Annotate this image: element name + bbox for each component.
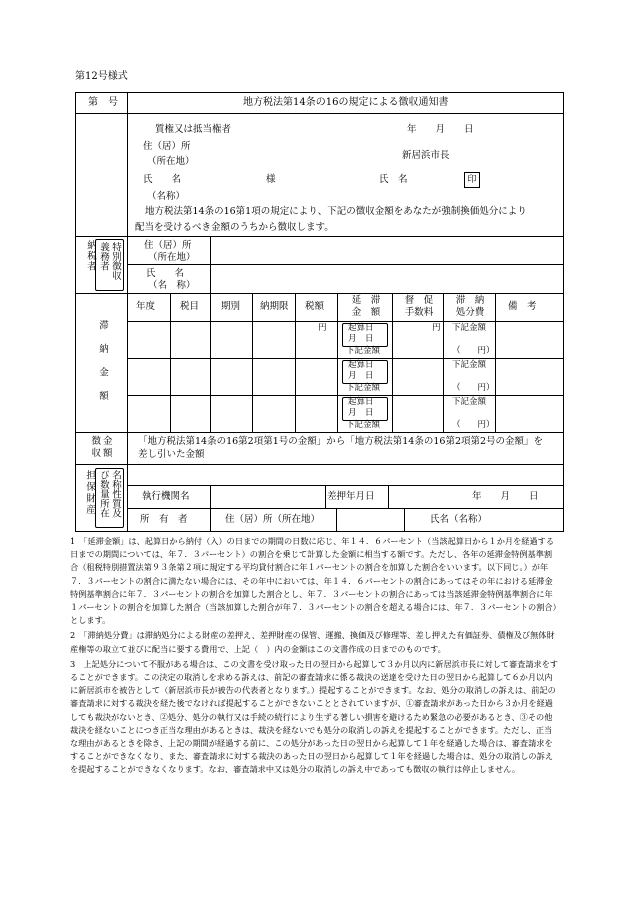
disposal-kaki-2: 下記金額 [452, 360, 487, 370]
kisan-day-2: 起算日 [348, 360, 374, 370]
demand-yen: 円 [432, 323, 441, 333]
disposal-kaki-3: 下記金額 [452, 397, 487, 407]
disposal-yen-2: （ 円） [452, 383, 495, 393]
recipient-address-label: 住（居）所 [143, 141, 191, 152]
note-1: 1 「延滞金額」は、起算日から納付（入）の日までの期間の日数に応じ、年１４．６パーセント（当該起算日から１か月を経過する日までの期間については、年７．３パーセント）の割合を乗じて計算した金額に相当する額です。ただし、各年の延滞金特例基準割合（租税特別措置法第９３条第２項に規定する平均貸付割合に年１パーセントの割合を加算した割合をいいます。以下同じ。）が年７．３パーセントの割合に満たない場合には、その年中においては、年１４．６パーセントの割合にあってはその年における延滞金特例基準割合に年７．３パーセントの割合を加算した割合とし、年７．３パーセントの割合にあっては当該延滞金特例基準割合に年１パーセントの割合を加算した割合（当該加算した割合が年７．３パーセントの割合を超える場合には、年７．３パーセントの割合）とします。 [70, 536, 557, 626]
taxpayer-name-label: 氏 名 [146, 268, 185, 279]
owner-address-label: 住（居）所（所在地） [225, 514, 321, 525]
notes [70, 535, 560, 777]
special-collector-label: 特別徴収義務者 [98, 242, 121, 280]
month-day-2: 月 日 [348, 371, 374, 381]
col-disposal-cost: 滞 納 処分費 [455, 295, 494, 318]
month-day-3: 月 日 [348, 408, 374, 418]
col-late-fee: 延 滞 金 額 [351, 295, 390, 318]
seal-mark: 印 [464, 172, 480, 188]
addressee-label: 質権又は抵当権者 [155, 124, 232, 135]
collateral-side-label: 担保財産 [84, 470, 95, 516]
recipient-address-sub: （所在地） [147, 156, 195, 167]
taxpayer-name-sub: （名 称） [148, 280, 196, 291]
recipient-name-sub: （名称） [147, 191, 186, 202]
col-period: 期別 [221, 301, 241, 312]
col-remarks: 備 考 [508, 301, 537, 312]
col-demand-fee: 督 促 手数料 [404, 295, 443, 318]
disposal-kaki-1: 下記金額 [452, 323, 487, 333]
disposal-yen-3: （ 円） [452, 420, 495, 430]
note-3: 3 上記処分について不服がある場合は、この文書を受け取った日の翌日から起算して３か月以内に新居浜市長に対して審査請求をすることができます。この決定の取消しを求める訴えは、前記の審査請求に係る裁決の送達を受けた日の翌日から起算して６か月以内に新居浜市を被告として（新居浜市長が被告の代表者となります。）提起することができます。なお、処分の取消しの訴えは、前記の審査請求に対する裁決を経た後でなければ提起することができないこととされていますが、①審査請求があった日から３か月を経過しても裁決がないとき、②処分、処分の執行又は手続の続行により生ずる著しい損害を避けるため緊急の必要があるとき、③その他裁決を経ないことにつき正当な理由があるときは、裁決を経ないでも処分の取消しの訴えを提起することができます。ただし、正当な理由があるときを除き、上記の期間が経過する前に、この処分があった日の翌日から起算して１年を経過した場合は、審査請求をすることができなくなり、また、審査請求に対する裁決のあった日の翌日から起算して１年を経過した場合は、処分の取消しの訴えを提起することができなくなります。なお、審査請求中又は処分の取消しの訴え中であっても徴収の執行は停止しません。 [70, 658, 559, 775]
kaki-1: 下記金額 [346, 346, 381, 356]
issuer-name-label: 氏 名 [379, 174, 408, 185]
collection-line-2: 差し引いた金額 [138, 449, 205, 460]
collection-label: 徴金収額 [91, 436, 115, 459]
owner-name-label: 氏名（名称） [430, 514, 488, 525]
taxpayer-address-sub: （所在地） [148, 252, 196, 263]
kaki-2: 下記金額 [346, 383, 381, 393]
seizure-date-label: 差押年月日 [327, 491, 375, 502]
col-tax-item: 税目 [180, 301, 200, 312]
month-day-1: 月 日 [348, 334, 374, 344]
taxpayer-address-label: 住（居）所 [144, 240, 192, 251]
disposal-yen-1: （ 円） [452, 346, 495, 356]
intro-line-1: 地方税法第14条の16第1項の規定により、下記の徴収金額をあなたが強制換価処分により [145, 206, 527, 217]
collection-line-1: 「地方税法第14条の16第2項第1号の金額」から「地方税法第14条の16第2項第2号の金額」を [138, 436, 544, 447]
recipient-name-label: 氏 名 [143, 174, 182, 185]
intro-line-2: 配当を受けるべき金額のうちから徴収します。 [135, 222, 334, 233]
arrears-side-label: 滞納金額 [97, 320, 108, 414]
kaki-3: 下記金額 [346, 420, 381, 430]
issue-date: 年 月 日 [407, 124, 474, 135]
kisan-day-3: 起算日 [348, 397, 374, 407]
taxpayer-side-label: 納税者 [85, 240, 96, 272]
form-number: 第12号様式 [75, 71, 128, 82]
kisan-day-1: 起算日 [348, 323, 374, 333]
col-tax-amount: 税額 [305, 301, 325, 312]
collateral-bracket-label: 名称性質及び数量所在 [98, 470, 121, 518]
document-title: 地方税法第14条の16の規定による徴収通知書 [243, 97, 449, 108]
col-year: 年度 [136, 301, 156, 312]
issuer: 新居浜市長 [402, 150, 450, 161]
tax-yen: 円 [318, 323, 327, 333]
note-2: 2 「滞納処分費」は滞納処分による財産の差押え、差押財産の保管、運搬、換価及び修理等、差し押えた有価証券、債権及び無体財産権等の取立て並びに配当に要する費用で、上記（ ）内の金額はこの文書作成の日までのものです。 [70, 630, 555, 654]
owner-label: 所 有 者 [140, 514, 188, 525]
seizure-date-value: 年 月 日 [472, 491, 539, 502]
col-due-date: 納期限 [260, 301, 289, 312]
recipient-sama: 様 [266, 174, 276, 185]
number-label: 第 号 [88, 97, 118, 108]
enforcement-agency-label: 執行機関名 [142, 491, 190, 502]
